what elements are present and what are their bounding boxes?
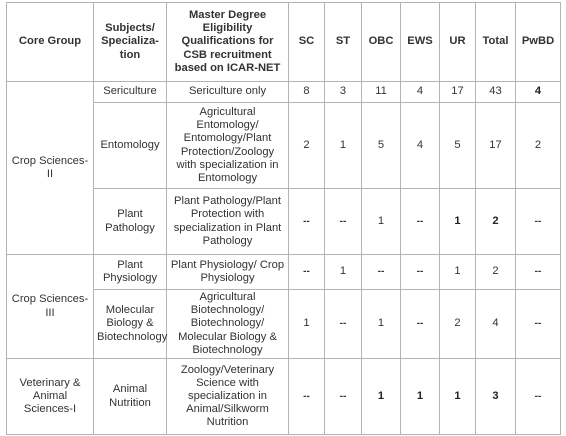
subject-cell: Plant Pathology xyxy=(94,189,167,255)
core-group-cell: Crop Sciences-III xyxy=(7,255,94,359)
ur-cell: 1 xyxy=(440,359,476,435)
ews-cell: 1 xyxy=(401,359,440,435)
subject-cell: Plant Physiology xyxy=(94,255,167,290)
ur-cell: 1 xyxy=(440,255,476,290)
table-row xyxy=(7,82,561,103)
qualification-cell: Sericulture only xyxy=(167,82,289,103)
header-pwbd: PwBD xyxy=(516,3,561,82)
ews-cell: -- xyxy=(401,189,440,255)
sc-cell: -- xyxy=(289,255,325,290)
pwbd-cell: 4 xyxy=(516,82,561,103)
core-group-cell: Veterinary & Animal Sciences-I xyxy=(7,359,94,435)
header-row xyxy=(7,3,561,82)
st-cell: -- xyxy=(325,290,362,359)
total-cell: 3 xyxy=(476,359,516,435)
sc-cell: -- xyxy=(289,359,325,435)
obc-cell: 1 xyxy=(362,359,401,435)
obc-cell: -- xyxy=(362,255,401,290)
header-core-group: Core Group xyxy=(7,3,94,82)
table-row xyxy=(7,255,561,290)
ews-cell: -- xyxy=(401,255,440,290)
st-cell: 1 xyxy=(325,255,362,290)
header-subjects: Subjects/ Specializa-tion xyxy=(94,3,167,82)
header-total: Total xyxy=(476,3,516,82)
qualification-cell: Plant Pathology/Plant Protection with specialization in Plant Pathology xyxy=(167,189,289,255)
st-cell: -- xyxy=(325,189,362,255)
sc-cell: 1 xyxy=(289,290,325,359)
header-qualifications: Master Degree Eligibility Qualifications for CSB recruitment based on ICAR-NET xyxy=(167,3,289,82)
pwbd-cell: -- xyxy=(516,290,561,359)
st-cell: -- xyxy=(325,359,362,435)
ur-cell: 17 xyxy=(440,82,476,103)
st-cell: 3 xyxy=(325,82,362,103)
ews-cell: 4 xyxy=(401,103,440,189)
total-cell: 43 xyxy=(476,82,516,103)
qualification-cell: Plant Physiology/ Crop Physiology xyxy=(167,255,289,290)
obc-cell: 5 xyxy=(362,103,401,189)
header-ur: UR xyxy=(440,3,476,82)
ur-cell: 1 xyxy=(440,189,476,255)
sc-cell: 2 xyxy=(289,103,325,189)
core-group-cell: Crop Sciences-II xyxy=(7,82,94,255)
pwbd-cell: -- xyxy=(516,359,561,435)
header-st: ST xyxy=(325,3,362,82)
ur-cell: 5 xyxy=(440,103,476,189)
qualification-cell: Agricultural Biotechnology/ Biotechnology/ Molecular Biology & Biotechnology xyxy=(167,290,289,359)
sc-cell: 8 xyxy=(289,82,325,103)
qualification-cell: Zoology/Veterinary Science with specialization in Animal/Silkworm Nutrition xyxy=(167,359,289,435)
sc-cell: -- xyxy=(289,189,325,255)
qualification-cell: Agricultural Entomology/ Entomology/Plant Protection/Zoology with specialization in Entomology xyxy=(167,103,289,189)
subject-cell: Animal Nutrition xyxy=(94,359,167,435)
subject-cell: Entomology xyxy=(94,103,167,189)
header-obc: OBC xyxy=(362,3,401,82)
ews-cell: -- xyxy=(401,290,440,359)
obc-cell: 1 xyxy=(362,189,401,255)
ews-cell: 4 xyxy=(401,82,440,103)
header-ews: EWS xyxy=(401,3,440,82)
total-cell: 17 xyxy=(476,103,516,189)
table-row xyxy=(7,359,561,435)
total-cell: 2 xyxy=(476,255,516,290)
ur-cell: 2 xyxy=(440,290,476,359)
st-cell: 1 xyxy=(325,103,362,189)
obc-cell: 11 xyxy=(362,82,401,103)
header-sc: SC xyxy=(289,3,325,82)
obc-cell: 1 xyxy=(362,290,401,359)
pwbd-cell: -- xyxy=(516,189,561,255)
pwbd-cell: 2 xyxy=(516,103,561,189)
total-cell: 2 xyxy=(476,189,516,255)
total-cell: 4 xyxy=(476,290,516,359)
subject-cell: Molecular Biology & Biotechnology xyxy=(94,290,167,359)
vacancy-table xyxy=(6,2,561,435)
pwbd-cell: -- xyxy=(516,255,561,290)
subject-cell: Sericulture xyxy=(94,82,167,103)
